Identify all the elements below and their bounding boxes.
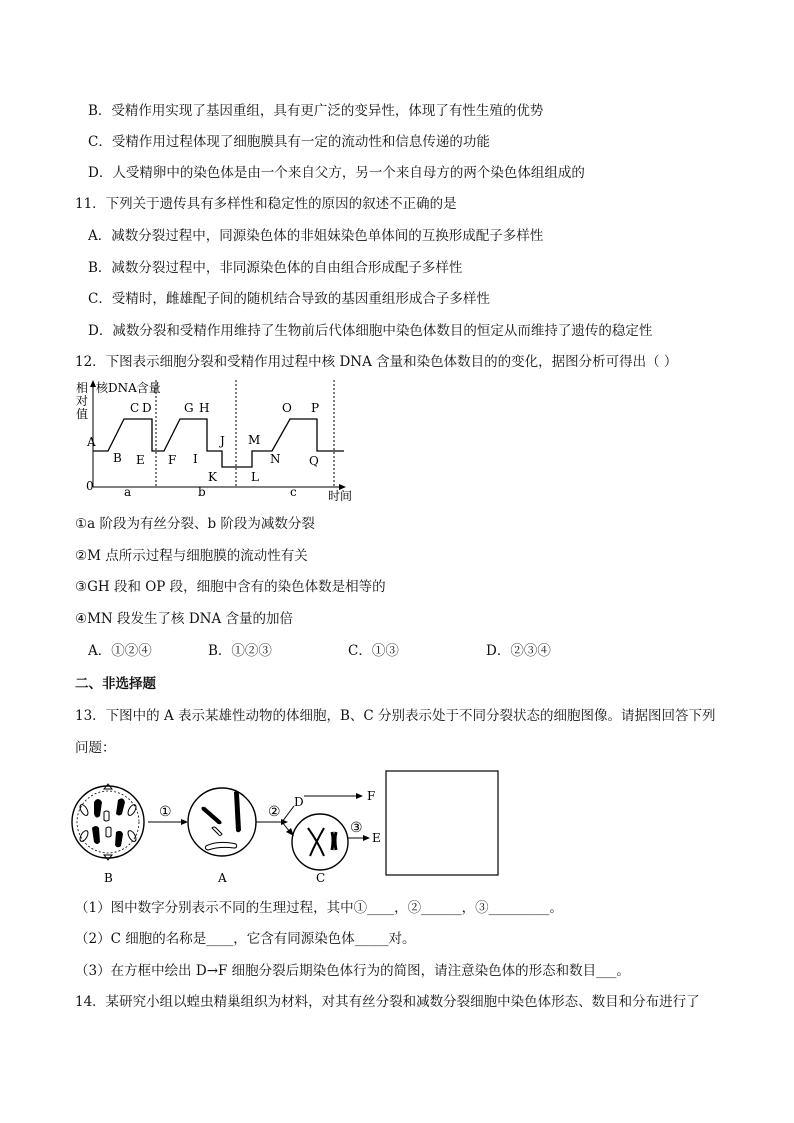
dna-content-chart — [72, 378, 362, 504]
q12-choice-a: A．①②④ — [88, 643, 152, 659]
point-label-d: D — [142, 401, 152, 415]
point-label-k: K — [208, 470, 217, 484]
step-3-label: ③ — [350, 820, 363, 836]
point-label-p: P — [311, 401, 320, 415]
q14-stem: 14．某研究小组以蝗虫精巢组织为材料，对其有丝分裂和减数分裂细胞中染色体形态、数目和分布进行了 — [75, 994, 700, 1010]
q10-option-b: B．受精作用实现了基因重组，具有更广泛的变异性，体现了有性生殖的优势 — [88, 103, 544, 119]
point-label-g: G — [184, 401, 194, 415]
ylabel-char-1: 相 — [76, 381, 89, 395]
step-1-label: ① — [159, 804, 172, 820]
q11-stem: 11．下列关于遗传具有多样性和稳定性的原因的叙述不正确的是 — [75, 196, 457, 212]
q12-choice-d: D．②③④ — [486, 643, 551, 659]
point-label-a: A — [87, 435, 96, 449]
dna-content-line — [93, 419, 344, 467]
branch-to-d — [282, 806, 294, 822]
q12-choice-c: C．①③ — [348, 643, 399, 659]
q11-option-d: D．减数分裂和受精作用维持了生物前后代体细胞中染色体数目的恒定从而维持了遗传的稳定性 — [88, 323, 653, 339]
point-label-m: M — [248, 433, 261, 447]
point-label-j: J — [220, 434, 225, 448]
point-label-n: N — [270, 452, 281, 466]
stage-label-a: a — [124, 485, 132, 499]
q13-part-3: （3）在方框中绘出 D→F 细胞分裂后期染色体行为的简图，请注意染色体的形态和数目___。 — [75, 963, 630, 979]
point-label-b: B — [113, 451, 122, 465]
cell-c — [292, 814, 348, 870]
ylabel-char-2: 对 — [76, 394, 89, 408]
step-2-label: ② — [268, 804, 281, 820]
q13-stem-2: 问题： — [75, 740, 116, 756]
point-label-e: E — [136, 453, 145, 467]
origin-label: 0 — [86, 479, 94, 493]
q10-option-c: C．受精作用过程体现了细胞膜具有一定的流动性和信息传递的功能 — [88, 134, 490, 150]
point-label-h: H — [199, 401, 210, 415]
q11-option-b: B．减数分裂过程中，非同源染色体的自由组合形成配子多样性 — [88, 260, 463, 276]
cell-division-figure — [70, 770, 510, 890]
q11-option-c: C．受精时，雌雄配子间的随机结合导致的基因重组形成合子多样性 — [88, 291, 490, 307]
point-label-q: Q — [309, 454, 319, 468]
label-b: B — [104, 871, 113, 885]
cell-b — [72, 784, 144, 860]
q10-option-d: D．人受精卵中的染色体是由一个来自父方，另一个来自母方的两个染色体组组成的 — [88, 165, 585, 181]
point-label-o: O — [282, 401, 292, 415]
statement-3: ③GH 段和 OP 段，细胞中含有的染色体数是相等的 — [75, 579, 386, 595]
section-heading: 二、非选择题 — [75, 676, 156, 692]
point-label-f: F — [168, 453, 177, 467]
label-f: F — [367, 789, 376, 803]
series-label: 核DNA含量 — [96, 381, 161, 395]
label-c: C — [316, 871, 326, 885]
point-label-l: L — [251, 470, 259, 484]
stage-label-b: b — [198, 485, 206, 499]
statement-4: ④MN 段发生了核 DNA 含量的加倍 — [75, 611, 293, 627]
point-label-i: I — [193, 452, 198, 466]
q13-part-1: （1）图中数字分别表示不同的生理过程，其中①____，②______，③_________。 — [75, 900, 563, 916]
statement-2: ②M 点所示过程与细胞膜的流动性有关 — [75, 548, 308, 564]
q12-stem: 12．下图表示细胞分裂和受精作用过程中核 DNA 含量和染色体数目的的变化，据图分析可得出（ ） — [75, 354, 678, 370]
stage-label-c: c — [290, 485, 297, 499]
q11-option-a: A．减数分裂过程中，同源染色体的非姐妹染色单体间的互换形成配子多样性 — [88, 228, 544, 244]
q13-stem-1: 13．下图中的 A 表示某雄性动物的体细胞，B、C 分别表示处于不同分裂状态的细胞图像。请据图回答下列 — [75, 708, 716, 724]
point-label-c: C — [130, 401, 140, 415]
x-axis-label: 时间 — [328, 489, 353, 503]
cell-a — [188, 788, 256, 856]
ylabel-char-3: 值 — [76, 407, 89, 421]
label-d: D — [294, 795, 304, 809]
statement-1: ①a 阶段为有丝分裂、b 阶段为减数分裂 — [75, 516, 315, 532]
q13-part-2: （2）C 细胞的名称是____，它含有同源染色体_____对。 — [75, 931, 416, 947]
q12-choice-b: B．①②③ — [208, 643, 272, 659]
label-e: E — [372, 831, 381, 845]
answer-drawing-box[interactable] — [386, 771, 498, 875]
label-a: A — [218, 871, 227, 885]
